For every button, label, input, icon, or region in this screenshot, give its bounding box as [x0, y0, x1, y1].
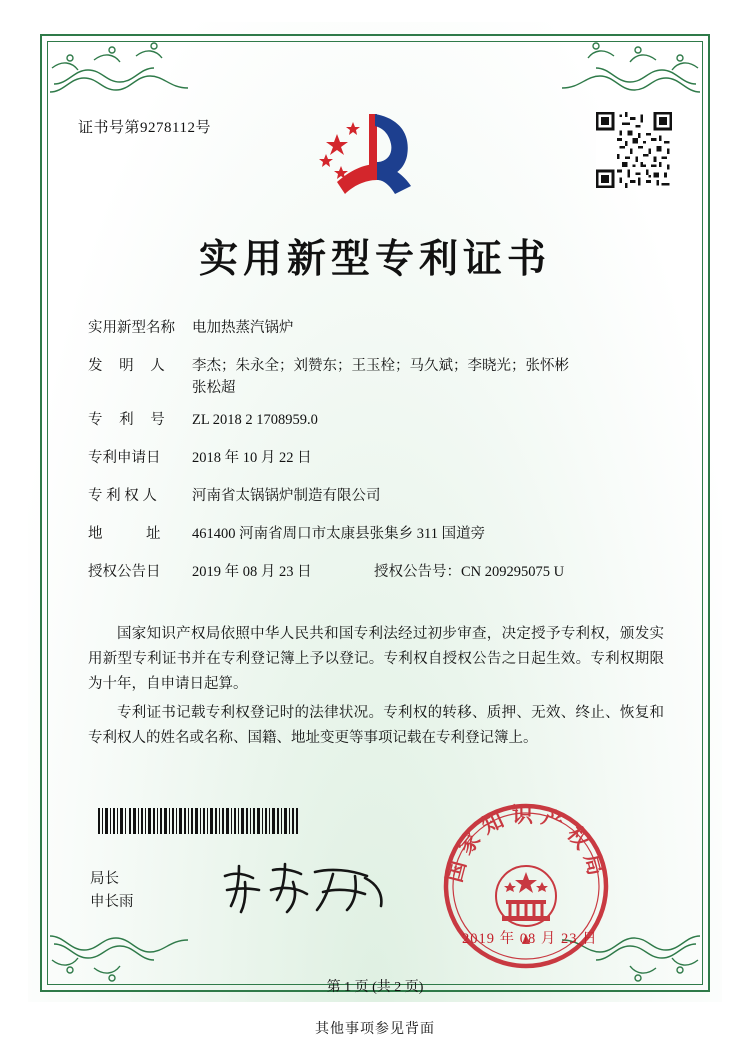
field-label: 授权公告日: [88, 564, 161, 580]
cnipa-logo-icon: [307, 108, 427, 203]
handwritten-signature-icon: [215, 860, 395, 920]
field-value: CN 209295075 U: [461, 564, 565, 580]
field-label: 授权公告号：: [374, 564, 461, 580]
field-value: 电加热蒸汽锅炉: [192, 320, 294, 336]
field-value: 河南省太锅锅炉制造有限公司: [192, 488, 381, 504]
footer-note: 其他事项参见背面: [315, 1022, 435, 1037]
paragraph-1: 国家知识产权局依照中华人民共和国专利法经过初步审查，决定授予专利权，颁发实用新型专利证书并在专利登记簿上予以登记。专利权自授权公告之日起生效。专利权期限为十年，自申请日起算。: [88, 626, 664, 692]
legal-text: [88, 622, 664, 755]
field-label: 专 利 号: [88, 412, 172, 428]
field-label: 发 明 人: [88, 358, 172, 374]
director-title-label: 局长: [90, 871, 119, 887]
grant-announcement-number: [374, 562, 564, 582]
field-value: 李杰；朱永全；刘赞东；王玉栓；马久斌；李晓光；张怀彬: [192, 358, 569, 374]
field-row-inventors: [88, 356, 668, 398]
certificate-number: 证书号第9278112号: [78, 120, 211, 136]
field-label: 地 址: [88, 526, 161, 542]
field-label: 专利申请日: [88, 450, 161, 466]
director-name-label: 申长雨: [90, 894, 134, 910]
qr-code-icon: [596, 112, 672, 188]
page-title: 实用新型专利证书: [198, 238, 551, 281]
field-label: 实用新型名称: [88, 320, 175, 336]
page-number: 第 1 页 (共 2 页): [326, 980, 424, 995]
field-row-patentee: [88, 486, 668, 506]
field-value-continued: 张松超: [192, 380, 236, 396]
field-row-name: [88, 318, 668, 338]
svg-text:国家知识产权局: 国家知识产权局: [442, 803, 610, 885]
field-value: 2019 年 08 月 23 日: [192, 564, 312, 580]
field-label: 专 利 权 人: [88, 488, 157, 504]
signature-labels: [90, 868, 134, 914]
field-value: 2018 年 10 月 22 日: [192, 450, 312, 466]
field-row-address: [88, 524, 668, 544]
field-value: ZL 2018 2 1708959.0: [192, 412, 318, 428]
field-row-grant-announcement: [88, 562, 668, 582]
field-value: 461400 河南省周口市太康县张集乡 311 国道旁: [192, 526, 486, 542]
barcode-icon: [98, 808, 298, 834]
seal-date: 2019 年 08 月 23 日: [462, 931, 598, 947]
field-row-application-date: [88, 448, 668, 468]
field-row-patent-number: [88, 410, 668, 430]
field-list: [88, 318, 668, 600]
paragraph-2: 专利证书记载专利权登记时的法律状况。专利权的转移、质押、无效、终止、恢复和专利权人的姓名或名称、国籍、地址变更等事项记载在专利登记簿上。: [88, 705, 664, 746]
